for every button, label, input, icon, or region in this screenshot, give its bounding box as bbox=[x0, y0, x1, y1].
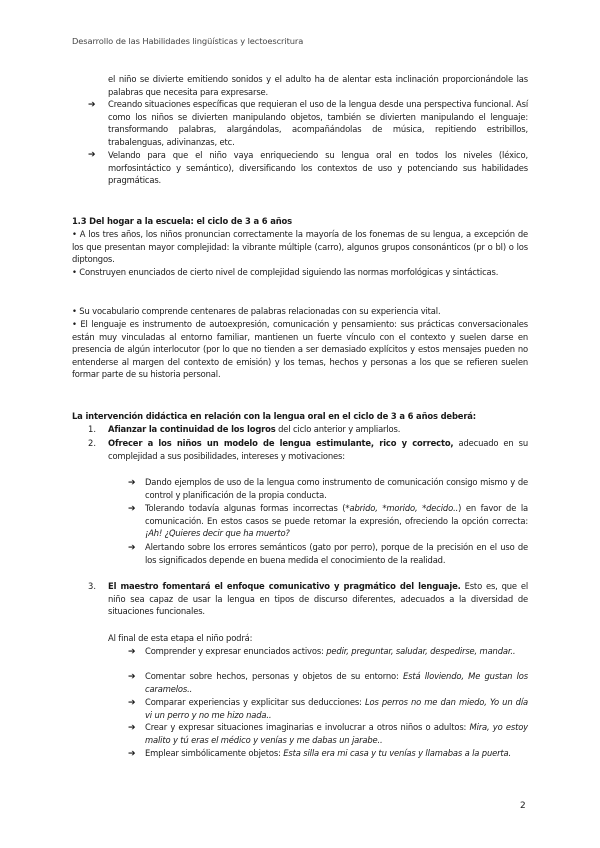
final-item-3: Comparar experiencias y explicitar sus deducciones: Los perros no me dan miedo, Yo un día vi un perro y no me hizo nada.. bbox=[145, 697, 528, 720]
section-paragraph-4: • El lenguaje es instrumento de autoexpresión, comunicación y pensamiento: sus prácticas conversacionales están muy vinculadas al entorno familiar, mantienen un fuerte vínculo con el contexto y suelen darse en presencia de algún interlocutor (por lo que no tienden a ser demasiado explícitos y estos mensajes pueden no entenderse al margen del contexto de emisión) y los temas, hechos y personas a los que se refieren suelen formar parte de su historia personal. bbox=[72, 319, 528, 380]
arrow-bullet-icon: ➔ bbox=[128, 749, 136, 759]
intervention-title: La intervención didáctica en relación con la lengua oral en el ciclo de 3 a 6 años deberá: bbox=[72, 411, 477, 421]
arrow-bullet-icon: ➔ bbox=[128, 723, 136, 733]
intervention-item-1: Afianzar la continuidad de los logros del ciclo anterior y ampliarlos. bbox=[108, 424, 401, 434]
section-title: 1.3 Del hogar a la escuela: el ciclo de 3 a 6 años bbox=[72, 216, 292, 226]
page-number: 2 bbox=[520, 801, 526, 811]
intro-continuation: el niño se divierte emitiendo sonidos y el adulto ha de alentar esta inclinación proporcionándole las palabras que necesita para expresarse. bbox=[108, 74, 528, 97]
sub-item-3: Alertando sobre los errores semánticos (gato por perro), porque de la precisión en el uso de los significados depende en buena medida el conocimiento de la realidad. bbox=[145, 542, 528, 565]
list-number: 2. bbox=[88, 438, 96, 448]
section-paragraph-2: • Construyen enunciados de cierto nivel de complejidad siguiendo las normas morfológicas y sintácticas. bbox=[72, 267, 499, 277]
sub-item-2: Tolerando todavía algunas formas incorrectas (*abrido, *morido, *decido..) en favor de la comunicación. En estos casos se puede retomar la expresión, ofreciendo la opción correcta: ¡Ah! ¿Quieres decir que ha muerto? bbox=[145, 503, 528, 539]
arrow-bullet-icon: ➔ bbox=[128, 698, 136, 708]
final-item-5: Emplear simbólicamente objetos: Esta silla era mi casa y tu venías y llamabas a la puerta. bbox=[145, 748, 512, 758]
section-paragraph-3: • Su vocabulario comprende centenares de palabras relacionadas con su experiencia vital. bbox=[72, 306, 441, 316]
list-number: 3. bbox=[88, 581, 96, 591]
intro-item-1: Creando situaciones específicas que requieran el uso de la lengua desde una perspectiva funcional. Así como los niños se divierten manipulando objetos, también se divierten manipulando el lenguaje: transformando palabras, alargándolas, acompañándolas de música, repitiendo estribillos, trabalenguas, adivinanzas, etc. bbox=[108, 99, 528, 147]
final-intro: Al final de esta etapa el niño podrá: bbox=[108, 633, 253, 643]
intervention-item-2: Ofrecer a los niños un modelo de lengua estimulante, rico y correcto, adecuado en su complejidad a sus posibilidades, intereses y motivaciones: bbox=[108, 438, 528, 461]
arrow-bullet-icon: ➔ bbox=[128, 672, 136, 682]
intervention-item-3: El maestro fomentará el enfoque comunicativo y pragmático del lenguaje. Esto es, que el niño sea capaz de usar la lengua en tipos de discurso diferentes, adecuados a la diversidad de situaciones funcionales. bbox=[108, 581, 529, 617]
arrow-bullet-icon: ➔ bbox=[88, 150, 96, 160]
arrow-bullet-icon: ➔ bbox=[128, 647, 136, 657]
sub-item-1: Dando ejemplos de uso de la lengua como instrumento de comunicación consigo mismo y de control y planificación de la propia conducta. bbox=[145, 477, 528, 500]
arrow-bullet-icon: ➔ bbox=[88, 100, 96, 110]
intro-item-2: Velando para que el niño vaya enriqueciendo su lengua oral en todos los niveles (léxico, morfosintáctico y semántico), diversificando los contextos de uso y potenciando sus habilidades pragmáticas. bbox=[108, 150, 528, 186]
section-paragraph-1: • A los tres años, los niños pronuncian correctamente la mayoría de los fonemas de su lengua, a excepción de los que presentan mayor complejidad: la vibrante múltiple (carro), algunos grupos consonánticos (pr o bl) o los diptongos. bbox=[72, 229, 528, 265]
list-number: 1. bbox=[88, 424, 96, 434]
running-header: Desarrollo de las Habilidades lingüísticas y lectoescritura bbox=[72, 36, 304, 46]
arrow-bullet-icon: ➔ bbox=[128, 543, 136, 553]
arrow-bullet-icon: ➔ bbox=[128, 478, 136, 488]
arrow-bullet-icon: ➔ bbox=[128, 504, 136, 514]
final-item-4: Crear y expresar situaciones imaginarias e involucrar a otros niños o adultos: Mira, yo estoy malito y tú eras el médico y venías y me dabas un jarabe.. bbox=[145, 722, 528, 745]
final-item-1: Comprender y expresar enunciados activos: pedir, preguntar, saludar, despedirse, mandar.. bbox=[145, 646, 516, 656]
final-item-2: Comentar sobre hechos, personas y objetos de su entorno: Está lloviendo, Me gustan los caramelos.. bbox=[145, 671, 528, 694]
